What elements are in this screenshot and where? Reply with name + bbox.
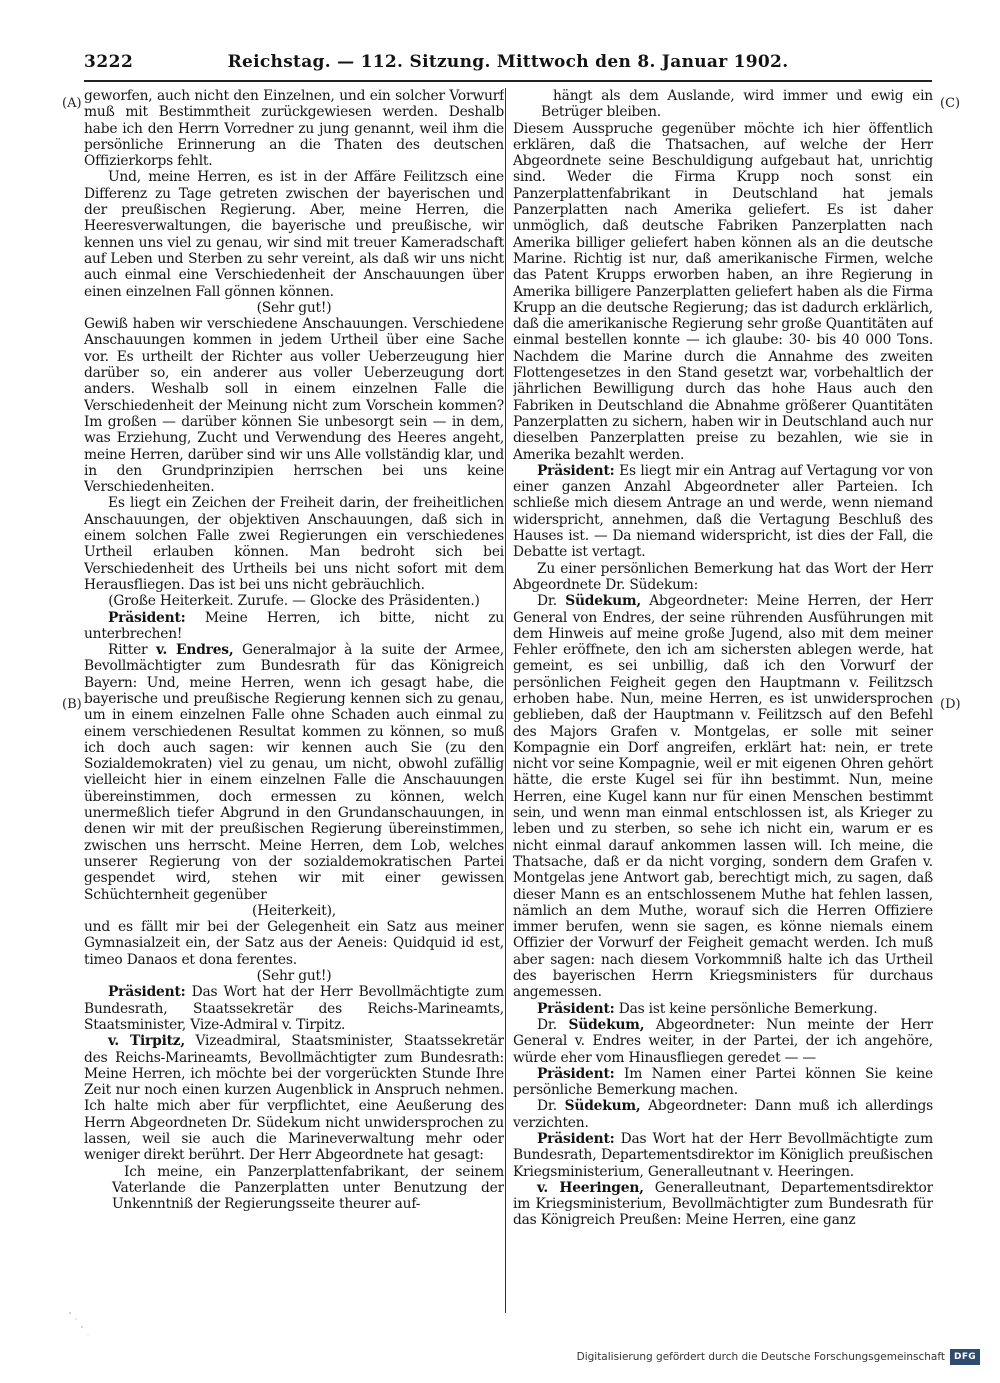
margin-marker-c: (C) [940,96,961,111]
speech-text: Abgeordneter: Dann muß ich allerdings verzichten. [513,1098,933,1131]
paragraph: und es fällt mir bei der Gelegenheit ein Satz aus meiner Gymnasialzeit ein, der Satz aus der Aeneis: Quidquid id est, timeo Danaos et dona ferentes. [84,919,504,968]
speech-text: Das Wort hat der Herr Bevollmächtigte zum Bundesrath, Departementsdirektor im Königlich preußischen Kriegsministerium, Generalleutnant v. Heeringen. [513,1131,933,1180]
quotation: Ich meine, ein Panzerplattenfabrikant, der seinem Vaterlande die Panzerplatten unter Benutzung der Unkenntniß der Regierungsseite theurer auf- [112,1163,504,1213]
paragraph: geworfen, auch nicht den Einzelnen, und ein solcher Vorwurf muß mit Bestimmtheit zurückgewiesen werden. Deshalb habe ich den Herrn Vorredner zu jung genannt, weil ihm die persönliche Erinnerung an die Thaten des deutschen Offizierkorps fehlt. [84,88,504,170]
speaker-name: Präsident: [108,609,186,626]
speech-text: Das Wort hat der Herr Bevollmächtigte zum Bundesrath, Staatssekretär des Reichs-Marineamts, Staatsminister, Vize-Admiral v. Tirpitz. [84,984,504,1033]
speech-text: Generalmajor à la suite der Armee, Bevollmächtigter zum Bundesrath für das Königreich Bayern: Und, meine Herren, wenn ich gesagt habe, die bayerische und preußische Regierung kennen sich zu genau, um in einem einzelnen Falle ohne Schaden auch einmal zu einem verschiedenen Resultat kommen zu können, so muß ich doch auch sagen: wir kennen auch Sie (zu den Sozialdemokraten) viel zu genau, um nicht, obwohl zufällig vielleicht hier in einem einzelnen Falle die Anschauungen übereinstimmen, doch ermessen zu können, welch unermeßlich tiefer Abgrund in den Grundanschauungen, in denen wir mit der preußischen Regierung übereinstimmen, zwischen uns herrscht. Meine Herren, dem Lob, welches unserer Regierung von der sozialdemokratischen Partei gespendet wird, stehen wir mit einer gewissen Schüchternheit gegenüber [84,642,504,903]
speaker-name: Südekum, [564,1098,641,1115]
interjection: (Sehr gut!) [256,968,332,985]
speaker-title: Dr. [537,1098,565,1115]
speaker-name: Präsident: [108,984,186,1001]
interjection: (Heiterkeit), [252,902,336,919]
dfg-logo: DFG [950,1349,980,1365]
speaker-name: Präsident: [537,1065,615,1082]
running-title: Reichstag. — 112. Sitzung. Mittwoch den 8. Januar 1902. [227,52,789,72]
paragraph: Zu einer persönlichen Bemerkung hat das Wort der Herr Abgeordnete Dr. Südekum: [513,560,933,593]
speaker-name: Präsident: [537,462,615,479]
speech [513,1180,933,1229]
speech-text: Abgeordneter: Nun meinte der Herr General v. Endres weiter, in der Partei, der ich angehöre, würde eher vom Hinausfliegen geredet — — [513,1016,933,1066]
speaker-name: Südekum, [565,593,641,610]
speech [84,984,504,1033]
speech [513,1131,933,1180]
speech [513,1017,933,1066]
digitization-footer [577,1346,980,1368]
speech [84,610,504,643]
speaker-name: Südekum, [568,1016,645,1033]
paragraph: Und, meine Herren, es ist in der Affäre Feilitzsch eine Differenz zu Tage getreten zwischen der bayerischen und der preußischen Regierung. Aber, meine Herren, die Heeresverwaltungen, die bayerische und preußische, wir kennen uns viel zu genau, wir sind mit treuer Kameradschaft auf Leben und Sterben zu sehr vereint, als daß wir uns nicht auch einmal eine Verschiedenheit der Anschauungen über einen einzelnen Fall gönnen können. [84,169,504,300]
speaker-name: Präsident: [537,1000,615,1017]
margin-marker-a: (A) [62,96,82,111]
speech-text: Abgeordneter: Meine Herren, der Herr General von Endres, der seine rührenden Ausführungen mit dem Hinweis auf meine große Jugend, also mit dem meiner Fehler eröffnete, den ich am sichersten ablegen werde, hat gemeint, es sei unbillig, daß ich den Vorwurf der persönlichen Feigheit gegen den Hauptmann v. Feilitzsch erhoben habe. Nun, meine Herren, es ist unwidersprochen geblieben, daß der Hauptmann v. Feilitzsch auf den Befehl des Majors Grafen v. Montgelas, er solle mit seiner Kompagnie ein Dorf angreifen, erklärt hat: nein, er trete nicht vor seine Kompagnie, weil er mit eigenen Ohren gehört hätte, die erste Kugel sei für ihn bestimmt. Nun, meine Herren, eine Kugel kann nur für einen Menschen bestimmt sein, und wenn man einmal entschlossen ist, als Krieger zu leben und zu sterben, so sehe ich nicht ein, warum er es nicht einmal darauf ankommen lassen will. Ich meine, die Thatsache, daß er da nicht vorging, sondern dem Grafen v. Montgelas jene Antwort gab, berechtigt mich, zu sagen, daß dieser Mann es an entschlossenem Muthe hat fehlen lassen, nämlich an dem Muthe, worauf sich die Herren Offiziere immer berufen, wenn sie sagen, es könne niemals einem Offizier der Vorwurf der Feigheit gemacht werden. Ich muß aber sagen: nach diesem Vorkommniß halte ich das Urtheil des bayerischen Herrn Kriegsministers für durchaus angemessen. [513,593,933,1001]
right-column [513,88,933,1268]
speech-text: Das ist keine persönliche Bemerkung. [614,1000,878,1017]
speech-text: Generalleutnant, Departementsdirektor im Kriegsministerium, Bevollmächtigter zum Bundesrath für das Königreich Preußen: Meine Herren, eine ganz [513,1179,933,1229]
left-column [84,88,504,1268]
speaker-title: Dr. [537,1016,569,1033]
speaker-name: v. Endres, [156,642,234,659]
speaker-name: Präsident: [537,1131,615,1147]
speech [84,642,504,903]
quotation: hängt als dem Auslande, wird immer und ewig ein Betrüger bleiben. [541,88,933,121]
digitization-credit: Digitalisierung gefördert durch die Deutsche Forschungsgemeinschaft [576,1351,945,1363]
speaker-name: v. Tirpitz, [108,1033,186,1050]
speech [513,1066,933,1099]
speech [513,593,933,1000]
margin-marker-b: (B) [62,697,82,712]
scan-specks [60,1305,120,1345]
speech [84,1033,504,1163]
speech-text: Vizeadmiral, Staatsminister, Staatssekretär des Reichs-Marineamts, Bevollmächtigter zum Bundesrath: Meine Herren, ich möchte bei der vorgerückten Stunde Ihre Zeit nur noch einen kurzen Augenblick in Anspruch nehmen. Ich halte mich aber für verpflichtet, eine Aeußerung des Herrn Abgeordneten Dr. Südekum nicht unwidersprochen zu lassen, weil sie auch die Marineverwaltung mehr oder weniger direkt berührt. Der Herr Abgeordnete hat gesagt: [84,1033,504,1164]
speaker-name: v. Heeringen, [537,1179,644,1196]
interjection: (Große Heiterkeit. Zurufe. — Glocke des Präsidenten.) [108,593,480,610]
speech-text: Im Namen einer Partei können Sie keine persönliche Bemerkung machen. [513,1065,933,1099]
column-divider [505,88,506,1313]
paragraph: Gewiß haben wir verschiedene Anschauungen. Verschiedene Anschauungen kommen in jedem Urtheil über eine Sache vor. Es urtheilt der Richter aus voller Ueberzeugung hier darüber so, ein anderer aus voller Ueberzeugung dort anders. Weshalb soll in einem einzelnen Falle die Verschiedenheit der Meinung nicht zum Vorschein kommen? Im großen — darüber können Sie unbesorgt sein — in dem, was Erziehung, Zucht und Verwendung des Heeres angeht, meine Herren, darüber sind wir uns Alle vollständig klar, und in den Grundprinzipien herrschen bei uns keine Verschiedenheiten. [84,316,504,496]
page-header [84,50,932,74]
speaker-title: Dr. [537,593,566,610]
speech [513,1098,933,1131]
speech-text: Es liegt mir ein Antrag auf Vertagung vor von einer ganzen Anzahl Abgeordneter aller Parteien. Ich schließe mich diesem Antrage an und werde, wenn niemand widerspricht, annehmen, daß die Vertagung Beschluß des Hauses ist. — Da niemand widerspricht, ist dies der Fall, die Debatte ist vertagt. [513,462,933,561]
paragraph: Diesem Ausspruche gegenüber möchte ich hier öffentlich erklären, daß die Thatsachen, auf welche der Herr Abgeordnete seine Beschuldigung aufgebaut hat, unrichtig sind. Weder die Firma Krupp noch sonst ein Panzerplattenfabrikant in Deutschland hat jemals Panzerplatten nach Amerika geliefert. Es ist daher unmöglich, daß deutsche Fabriken Panzerplatten nach Amerika billiger geliefert haben können als an die deutsche Marine. Richtig ist nur, daß amerikanische Firmen, welche das Patent Krupps erworben haben, an ihre Regierung in Amerika billigere Panzerplatten geliefert haben als die Firma Krupp an die deutsche Regierung; das ist dadurch erklärlich, daß die amerikanische Regierung sehr große Quantitäten auf einmal bestellen konnte — ich glaube: 30- bis 40 000 Tons. Nachdem die Marine durch die Annahme des zweiten Flottengesetzes in den Stand gesetzt war, vorbehaltlich der jährlichen Bewilligung durch das hohe Haus auch den Fabriken in Deutschland die Abnahme größerer Quantitäten Panzerplatten zu sichern, haben wir in Deutschland auch nur dieselben Panzerplatten preise zu bezahlen, wie sie in Amerika bezahlt werden. [513,120,933,463]
margin-marker-d: (D) [940,697,961,712]
interjection: (Sehr gut!) [256,299,332,316]
speech [513,463,933,561]
page-number: 3222 [84,52,134,72]
header-rule [84,80,932,82]
speaker-title: Ritter [108,642,157,659]
speech [513,1001,933,1017]
paragraph: Es liegt ein Zeichen der Freiheit darin, der freiheitlichen Anschauungen, der objektiven Anschauungen, daß sich in einem solchen Falle zwei Regierungen ein verschiedenes Urtheil erlauben können. Man bedroht sich bei Verschiedenheit des Urtheils bei uns nicht sofort mit dem Herausfliegen. Das ist bei uns nicht gebräuchlich. [84,495,504,593]
speech-text: Meine Herren, ich bitte, nicht zu unterbrechen! [84,609,504,642]
